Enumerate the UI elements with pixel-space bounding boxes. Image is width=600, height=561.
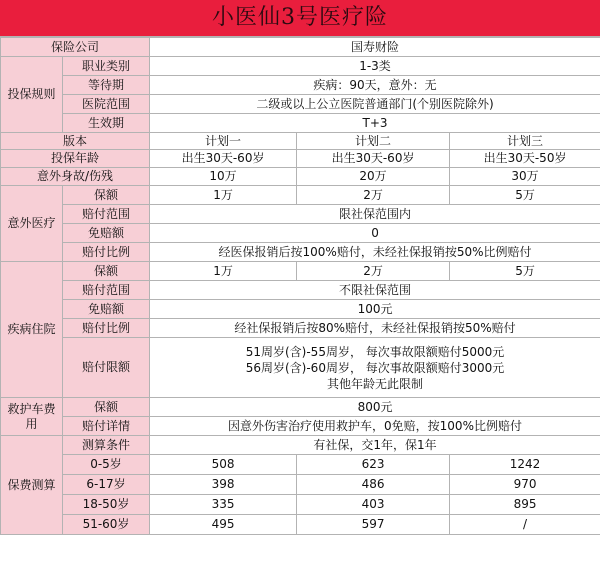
table-row <box>1 95 600 114</box>
table-row <box>1 495 600 515</box>
table-row <box>1 168 600 186</box>
premium-value: 1242 <box>450 455 600 475</box>
table-row <box>1 436 600 455</box>
row-value: 100元 <box>150 300 600 319</box>
age-value: 出生30天-60岁 <box>297 150 450 168</box>
company-value: 国寿财险 <box>150 38 600 57</box>
row-label: 等待期 <box>63 76 150 95</box>
amount-value: 1万 <box>150 262 297 281</box>
premium-value: 495 <box>150 515 297 535</box>
row-label: 保额 <box>63 186 150 205</box>
row-label: 51-60岁 <box>63 515 150 535</box>
limit-line: 56周岁(含)-60周岁， 每次事故限额赔付3000元 <box>245 360 505 375</box>
table-row <box>1 114 600 133</box>
accident-death-label: 意外身故/伤残 <box>1 168 150 186</box>
amount-value: 2万 <box>297 186 450 205</box>
accident-death-value: 30万 <box>450 168 600 186</box>
row-value: 1-3类 <box>150 57 600 76</box>
company-label: 保险公司 <box>1 38 150 57</box>
accident-death-value: 10万 <box>150 168 297 186</box>
row-label: 免赔额 <box>63 224 150 243</box>
table-row <box>1 150 600 168</box>
table-row <box>1 57 600 76</box>
amount-value: 5万 <box>450 262 600 281</box>
table-row <box>1 38 600 57</box>
row-label: 赔付比例 <box>63 319 150 338</box>
row-value: 经社保报销后按80%赔付，未经社保报销按50%赔付 <box>150 319 600 338</box>
premium-value: 335 <box>150 495 297 515</box>
table-row <box>1 338 600 398</box>
premium-value: 508 <box>150 455 297 475</box>
table-row <box>1 417 600 436</box>
table-row <box>1 186 600 205</box>
table-row <box>1 262 600 281</box>
premium-value: 895 <box>450 495 600 515</box>
premium-value: / <box>450 515 600 535</box>
row-label: 6-17岁 <box>63 475 150 495</box>
table-row <box>1 515 600 535</box>
page-title: 小医仙3号医疗险 <box>0 0 600 37</box>
row-value: 有社保，交1年，保1年 <box>150 436 600 455</box>
row-label: 赔付范围 <box>63 205 150 224</box>
row-value: T+3 <box>150 114 600 133</box>
accident-medical-group-label: 意外医疗 <box>1 186 63 262</box>
table-row <box>1 300 600 319</box>
row-label: 医院范围 <box>63 95 150 114</box>
plan-name: 计划一 <box>150 133 297 150</box>
limit-line: 其他年龄无此限制 <box>327 376 424 391</box>
table-row <box>1 243 600 262</box>
row-value: 限社保范围内 <box>150 205 600 224</box>
row-label: 免赔额 <box>63 300 150 319</box>
table-row <box>1 281 600 300</box>
amount-value: 2万 <box>297 262 450 281</box>
row-label: 赔付限额 <box>63 338 150 398</box>
hospital-group-label: 疾病住院 <box>1 262 63 398</box>
premium-value: 623 <box>297 455 450 475</box>
row-value: 不限社保范围 <box>150 281 600 300</box>
row-label: 保额 <box>63 398 150 417</box>
accident-death-value: 20万 <box>297 168 450 186</box>
row-value: 经医保报销后按100%赔付，未经社保报销按50%比例赔付 <box>150 243 600 262</box>
table-row <box>1 205 600 224</box>
row-label: 生效期 <box>63 114 150 133</box>
row-label: 测算条件 <box>63 436 150 455</box>
row-label: 赔付比例 <box>63 243 150 262</box>
table-row <box>1 475 600 495</box>
row-value: 二级或以上公立医院普通部门(个别医院除外) <box>150 95 600 114</box>
row-value: 0 <box>150 224 600 243</box>
plan-name: 计划二 <box>297 133 450 150</box>
amount-value: 5万 <box>450 186 600 205</box>
limit-line: 51周岁(含)-55周岁， 每次事故限额赔付5000元 <box>245 344 505 359</box>
version-label: 版本 <box>1 133 150 150</box>
payout-limit-cell <box>150 338 600 398</box>
plan-name: 计划三 <box>450 133 600 150</box>
table-row <box>1 133 600 150</box>
row-label: 赔付范围 <box>63 281 150 300</box>
row-value: 800元 <box>150 398 600 417</box>
age-label: 投保年龄 <box>1 150 150 168</box>
premium-value: 970 <box>450 475 600 495</box>
amount-value: 1万 <box>150 186 297 205</box>
premium-value: 398 <box>150 475 297 495</box>
premium-value: 597 <box>297 515 450 535</box>
ambulance-group-label: 救护车费用 <box>1 398 63 436</box>
rules-group-label: 投保规则 <box>1 57 63 133</box>
row-label: 赔付详情 <box>63 417 150 436</box>
row-value: 因意外伤害治疗使用救护车，0免赔，按100%比例赔付 <box>150 417 600 436</box>
age-value: 出生30天-50岁 <box>450 150 600 168</box>
table-row <box>1 224 600 243</box>
premium-group-label: 保费测算 <box>1 436 63 535</box>
row-label: 保额 <box>63 262 150 281</box>
plan-table <box>0 37 600 535</box>
row-label: 18-50岁 <box>63 495 150 515</box>
table-row <box>1 76 600 95</box>
premium-value: 486 <box>297 475 450 495</box>
table-row <box>1 455 600 475</box>
premium-value: 403 <box>297 495 450 515</box>
row-label: 0-5岁 <box>63 455 150 475</box>
age-value: 出生30天-60岁 <box>150 150 297 168</box>
table-row <box>1 319 600 338</box>
table-row <box>1 398 600 417</box>
row-value: 疾病：90天，意外：无 <box>150 76 600 95</box>
row-label: 职业类别 <box>63 57 150 76</box>
